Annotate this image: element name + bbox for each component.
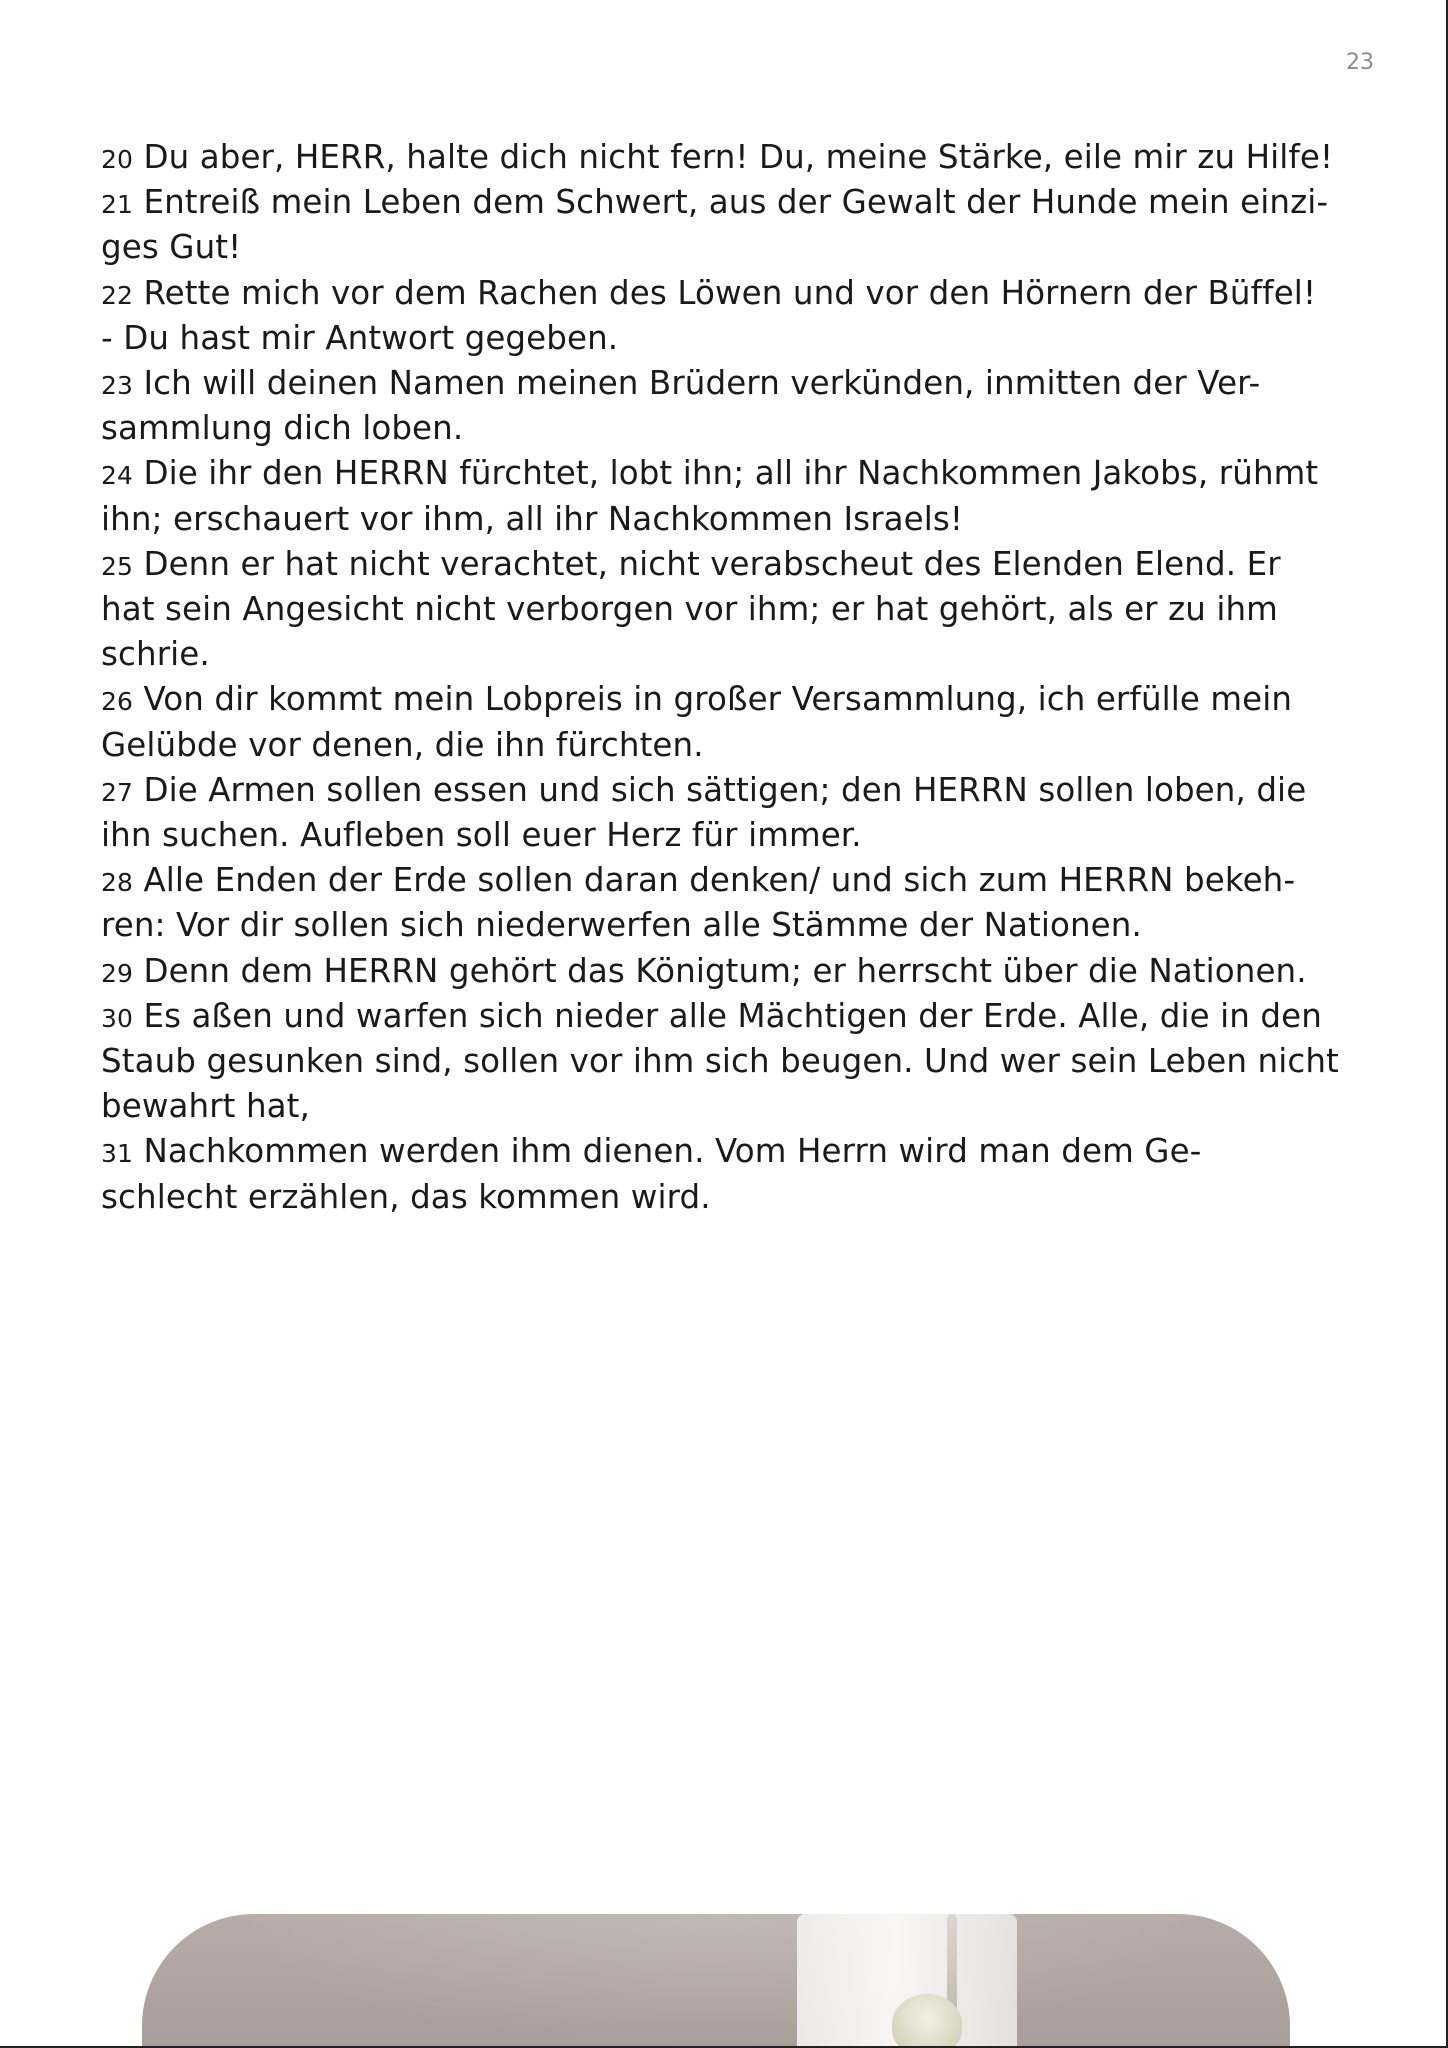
line-text: Du aber, HERR, halte dich nicht fern! Du, meine Stärke, eile mir zu Hilfe! (133, 138, 1334, 176)
text-line (101, 407, 1351, 452)
text-line (101, 362, 1351, 407)
verse-number: 24 (101, 461, 134, 491)
text-line (101, 950, 1351, 995)
text-line (101, 904, 1351, 949)
verse-number: 28 (101, 868, 134, 898)
line-text: Ich will deinen Namen meinen Brüdern verkünden, inmitten der Ver- (133, 364, 1261, 403)
text-line (101, 724, 1351, 769)
text-line (101, 814, 1351, 859)
text-line (101, 272, 1351, 317)
verse-number: 23 (101, 371, 134, 401)
line-text: Entreiß mein Leben dem Schwert, aus der Gewalt der Hunde mein einzi- (133, 183, 1329, 222)
line-text: ihn; erschauert vor ihm, all ihr Nachkommen Israels! (101, 499, 964, 538)
page-number: 23 (1346, 50, 1374, 75)
text-line (101, 588, 1351, 633)
line-text: bewahrt hat, (101, 1087, 310, 1126)
line-text: ihn suchen. Aufleben soll euer Herz für immer. (101, 816, 862, 855)
text-line (101, 543, 1351, 588)
text-line (101, 317, 1351, 362)
line-text: Alle Enden der Erde sollen daran denken/ und sich zum HERRN bekeh- (133, 861, 1296, 900)
text-line (101, 633, 1351, 678)
text-line (101, 769, 1351, 814)
text-line (101, 1130, 1351, 1175)
line-text: Nachkommen werden ihm dienen. Vom Herrn wird man dem Ge- (133, 1132, 1202, 1171)
flower-bud (892, 1994, 962, 2048)
line-text: Rette mich vor dem Rachen des Löwen und vor den Hörnern der Büffel! (133, 273, 1317, 312)
line-text: Staub gesunken sind, sollen vor ihm sich beugen. Und wer sein Leben nicht (101, 1042, 1339, 1081)
verse-number: 29 (101, 958, 134, 988)
line-text: ges Gut! (101, 228, 242, 267)
verse-number: 30 (101, 1003, 134, 1033)
verse-number: 21 (101, 190, 134, 220)
text-line (101, 995, 1351, 1040)
psalm-text (101, 136, 1351, 1221)
line-text: Die ihr den HERRN fürchtet, lobt ihn; all ihr Nachkommen Jakobs, rühmt (133, 454, 1319, 493)
line-text: schlecht erzählen, das kommen wird. (101, 1177, 711, 1216)
line-text: hat sein Angesicht nicht verborgen vor ihm; er hat gehört, als er zu ihm (101, 590, 1278, 629)
line-text: sammlung dich loben. (101, 409, 464, 448)
line-text: Denn er hat nicht verachtet, nicht verabscheut des Elenden Elend. Er (133, 544, 1281, 583)
text-line (101, 1176, 1351, 1221)
text-line (101, 181, 1351, 226)
line-text: - Du hast mir Antwort gegeben. (101, 318, 619, 357)
text-line (101, 136, 1351, 181)
verse-number: 31 (101, 1139, 134, 1169)
line-text: Die Armen sollen essen und sich sättigen; den HERRN sollen loben, die (133, 770, 1307, 809)
line-text: ren: Vor dir sollen sich niederwerfen alle Stämme der Nationen. (101, 906, 1142, 945)
flower-stem (947, 1914, 957, 2024)
text-line (101, 678, 1351, 723)
line-text: Von dir kommt mein Lobpreis in großer Versammlung, ich erfülle mein (133, 680, 1293, 719)
verse-number: 26 (101, 687, 134, 717)
vase-image (797, 1914, 1017, 2048)
line-text: Denn dem HERRN gehört das Königtum; er herrscht über die Nationen. (133, 951, 1307, 990)
text-line (101, 498, 1351, 543)
line-text: Gelübde vor denen, die ihn fürchten. (101, 725, 704, 764)
verse-number: 22 (101, 280, 134, 310)
text-line (101, 452, 1351, 497)
verse-number: 25 (101, 551, 134, 581)
text-line (101, 226, 1351, 271)
line-text: Es aßen und warfen sich nieder alle Mächtigen der Erde. Alle, die in den (133, 996, 1322, 1035)
text-line (101, 1085, 1351, 1130)
decorative-photo (142, 1914, 1290, 2048)
verse-number: 20 (101, 145, 134, 174)
line-text: schrie. (101, 635, 210, 674)
text-line (101, 859, 1351, 904)
text-line (101, 1040, 1351, 1085)
verse-number: 27 (101, 777, 134, 807)
